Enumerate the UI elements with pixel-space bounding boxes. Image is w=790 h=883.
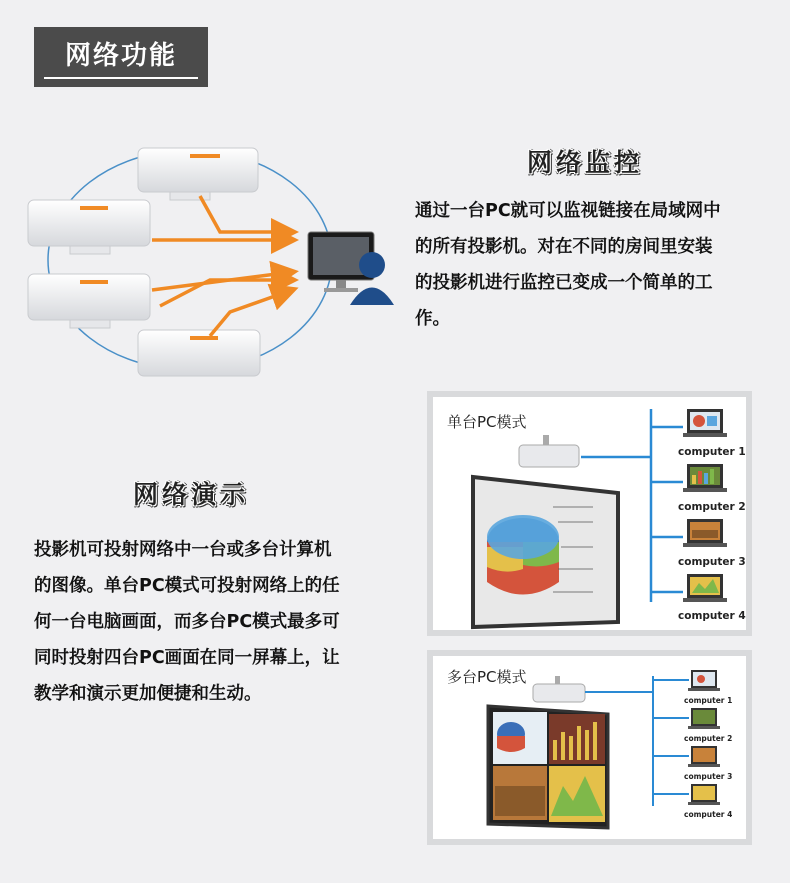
laptop-3-icon bbox=[688, 746, 720, 767]
section-header bbox=[34, 27, 208, 87]
computer-2-label: computer 2 bbox=[684, 734, 733, 743]
projector-3-icon bbox=[28, 274, 150, 328]
computer-1-label: computer 1 bbox=[678, 446, 746, 458]
demo-line: 投影机可投射网络中一台或多台计算机 bbox=[34, 540, 332, 560]
projection-screen-icon bbox=[488, 706, 608, 828]
multi-pc-panel bbox=[427, 650, 752, 845]
laptop-2-icon bbox=[688, 708, 720, 729]
multi-pc-label: 多台PC模式 bbox=[447, 668, 527, 686]
monitor-title: 网络监控 bbox=[527, 148, 644, 177]
network-monitor-illustration bbox=[20, 140, 400, 380]
single-pc-panel bbox=[427, 391, 752, 636]
ceiling-projector-icon bbox=[533, 676, 585, 702]
demo-line: 同时投射四台PC画面在同一屏幕上，让 bbox=[34, 648, 340, 668]
section-header-title: 网络功能 bbox=[64, 41, 177, 71]
header-underline bbox=[44, 77, 198, 79]
projector-1-icon bbox=[138, 148, 258, 200]
computer-4-label: computer 4 bbox=[678, 610, 746, 622]
laptop-4-icon bbox=[688, 784, 720, 805]
computer-3-label: computer 3 bbox=[684, 772, 733, 781]
laptop-4-icon bbox=[683, 574, 727, 602]
laptop-2-icon bbox=[683, 464, 727, 492]
projector-2-icon bbox=[28, 200, 150, 254]
monitor-line: 的投影机进行监控已变成一个简单的工 bbox=[415, 273, 713, 293]
computer-1-label: computer 1 bbox=[684, 696, 733, 705]
projector-4-icon bbox=[138, 330, 260, 376]
laptop-1-icon bbox=[683, 409, 727, 437]
demo-line: 的图像。单台PC模式可投射网络上的任 bbox=[34, 576, 340, 596]
demo-line: 何一台电脑画面，而多台PC模式最多可 bbox=[34, 612, 340, 632]
demo-line: 教学和演示更加便捷和生动。 bbox=[34, 684, 262, 704]
computer-4-label: computer 4 bbox=[684, 810, 733, 819]
monitor-line: 的所有投影机。对在不同的房间里安装 bbox=[415, 237, 713, 257]
monitor-description bbox=[415, 193, 785, 337]
single-pc-label: 单台PC模式 bbox=[447, 413, 527, 431]
demo-title: 网络演示 bbox=[133, 480, 250, 509]
demo-description bbox=[34, 532, 404, 712]
computer-2-label: computer 2 bbox=[678, 501, 746, 513]
monitor-line: 通过一台PC就可以监视链接在局域网中 bbox=[415, 201, 721, 221]
computer-3-label: computer 3 bbox=[678, 556, 746, 568]
ceiling-projector-icon bbox=[519, 435, 579, 467]
laptop-3-icon bbox=[683, 519, 727, 547]
laptop-1-icon bbox=[688, 670, 720, 691]
monitor-line: 作。 bbox=[415, 309, 450, 329]
projection-screen-icon bbox=[473, 477, 618, 627]
single-pc-diagram bbox=[433, 397, 746, 630]
